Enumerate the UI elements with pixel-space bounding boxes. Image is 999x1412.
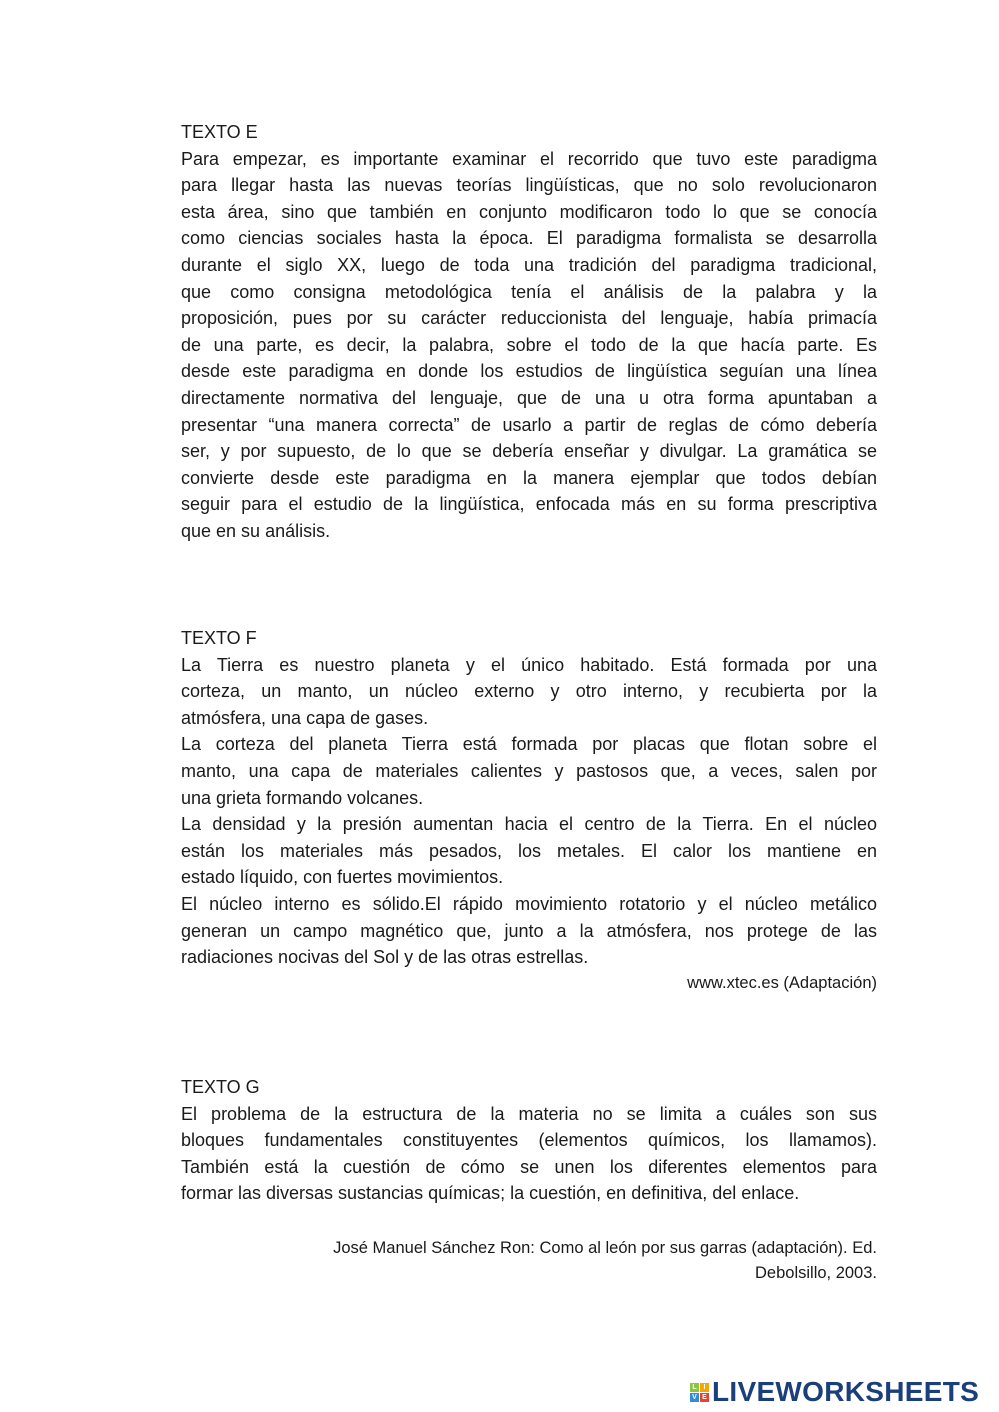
text-line: esta área, sino que también en conjunto modificaron todo lo que se conocía <box>181 201 877 222</box>
text-line: que en su análisis. <box>181 520 331 541</box>
text-line: directamente normativa del lenguaje, que de una u otra forma apuntaban a <box>181 387 877 408</box>
source-line: José Manuel Sánchez Ron: Como al león por sus garras (adaptación). Ed. <box>333 1239 877 1257</box>
text-line: formar las diversas sustancias químicas; la cuestión, en definitiva, del enlace. <box>181 1183 800 1204</box>
text-line: radiaciones nocivas del Sol y de las otras estrellas. <box>181 947 589 968</box>
text-line: La Tierra es nuestro planeta y el único habitado. Está formada por una <box>181 654 877 675</box>
section-heading: TEXTO F <box>181 628 257 648</box>
logo-cube: I <box>700 1383 709 1392</box>
logo-cube: L <box>690 1383 699 1392</box>
text-line: convierte desde este paradigma en la manera ejemplar que todos debían <box>181 467 877 488</box>
logo-cubes-icon <box>690 1383 709 1402</box>
text-line: proposición, pues por su carácter reduccionista del lenguaje, había primacía <box>181 308 877 329</box>
text-line: Para empezar, es importante examinar el recorrido que tuvo este paradigma <box>181 148 877 169</box>
liveworksheets-logo <box>690 1376 979 1408</box>
text-line: presentar “una manera correcta” de usarlo a partir de reglas de cómo debería <box>181 414 877 435</box>
text-line: La corteza del planeta Tierra está formada por placas que flotan sobre el <box>181 734 877 755</box>
text-line: están los materiales más pesados, los metales. El calor los mantiene en <box>181 840 877 861</box>
text-line: bloques fundamentales constituyentes (elementos químicos, los llamamos). <box>181 1130 877 1151</box>
text-line: También está la cuestión de cómo se unen los diferentes elementos para <box>181 1156 877 1177</box>
logo-cube: V <box>690 1393 699 1402</box>
text-line: El problema de la estructura de la materia no se limita a cuáles son sus <box>181 1103 877 1124</box>
text-line: que como consigna metodológica tenía el análisis de la palabra y la <box>181 281 877 302</box>
texto-g-section <box>181 1074 877 1207</box>
text-line: una grieta formando volcanes. <box>181 787 424 808</box>
texto-e-section <box>181 119 877 545</box>
section-heading: TEXTO E <box>181 122 258 142</box>
text-line: para llegar hasta las nuevas teorías lingüísticas, que no solo revolucionaron <box>181 175 877 196</box>
text-line: de una parte, es decir, la palabra, sobre el todo de la que hacía parte. Es <box>181 334 877 355</box>
text-line: atmósfera, una capa de gases. <box>181 707 429 728</box>
texto-f-section <box>181 625 877 971</box>
text-line: El núcleo interno es sólido.El rápido movimiento rotatorio y el núcleo metálico <box>181 893 877 914</box>
text-line: corteza, un manto, un núcleo externo y otro interno, y recubierta por la <box>181 681 877 702</box>
logo-text: LIVEWORKSHEETS <box>712 1376 980 1407</box>
text-line: La densidad y la presión aumentan hacia el centro de la Tierra. En el núcleo <box>181 814 877 835</box>
logo-cube: E <box>700 1393 709 1402</box>
text-line: como ciencias sociales hasta la época. El paradigma formalista se desarrolla <box>181 228 877 249</box>
text-line: ser, y por supuesto, de lo que se debería enseñar y divulgar. La gramática se <box>181 441 877 462</box>
texto-f-source: www.xtec.es (Adaptación) <box>687 974 877 992</box>
text-line: manto, una capa de materiales calientes y pastosos que, a veces, salen por <box>181 760 877 781</box>
section-heading: TEXTO G <box>181 1077 260 1097</box>
text-line: durante el siglo XX, luego de toda una tradición del paradigma tradicional, <box>181 254 877 275</box>
text-line: generan un campo magnético que, junto a la atmósfera, nos protege de las <box>181 920 877 941</box>
text-line: desde este paradigma en donde los estudios de lingüística seguían una línea <box>181 361 877 382</box>
text-line: estado líquido, con fuertes movimientos. <box>181 867 504 888</box>
text-line: seguir para el estudio de la lingüística, enfocada más en su forma prescriptiva <box>181 494 877 515</box>
source-line: Debolsillo, 2003. <box>755 1264 877 1282</box>
texto-g-source <box>333 1236 877 1286</box>
